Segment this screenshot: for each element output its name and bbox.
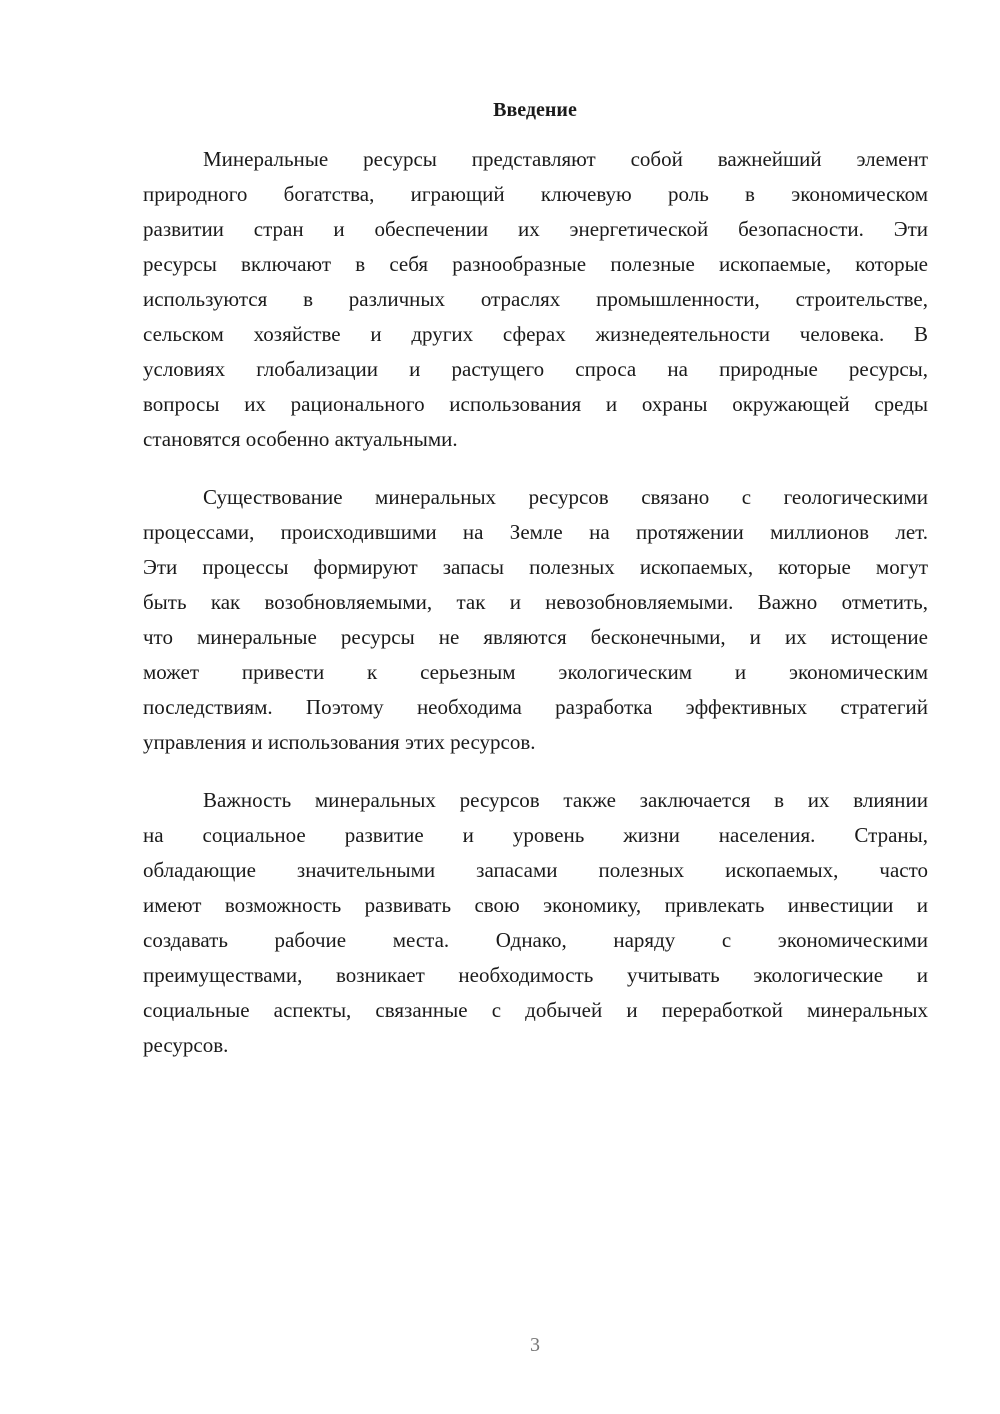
text-line: Эти процессы формируют запасы полезных ископаемых, которые могут	[143, 555, 928, 579]
text-line: условиях глобализации и растущего спроса на природные ресурсы,	[143, 357, 928, 381]
text-line: вопросы их рационального использования и охраны окружающей среды	[143, 392, 928, 416]
text-line: обладающие значительными запасами полезных ископаемых, часто	[143, 858, 928, 882]
text-line: на социальное развитие и уровень жизни населения. Страны,	[143, 823, 928, 847]
text-line: Минеральные ресурсы представляют собой важнейший элемент	[203, 147, 928, 171]
text-line: управления и использования этих ресурсов.	[143, 730, 536, 754]
paragraph-3	[143, 783, 928, 1063]
text-line: может привести к серьезным экологическим и экономическим	[143, 660, 928, 684]
paragraph-2	[143, 480, 928, 760]
text-line: ресурсы включают в себя разнообразные полезные ископаемые, которые	[143, 252, 928, 276]
page-title: Введение	[493, 99, 577, 121]
text-line: развитии стран и обеспечении их энергетической безопасности. Эти	[143, 217, 928, 241]
text-line: сельском хозяйстве и других сферах жизнедеятельности человека. В	[143, 322, 928, 346]
text-line: быть как возобновляемыми, так и невозобновляемыми. Важно отметить,	[143, 590, 928, 614]
text-line: последствиям. Поэтому необходима разработка эффективных стратегий	[143, 695, 928, 719]
text-line: преимуществами, возникает необходимость учитывать экологические и	[143, 963, 928, 987]
text-line: процессами, происходившими на Земле на протяжении миллионов лет.	[143, 520, 928, 544]
page-number: 3	[530, 1334, 540, 1356]
text-line: ресурсов.	[143, 1033, 229, 1057]
text-line: становятся особенно актуальными.	[143, 427, 458, 451]
text-line: создавать рабочие места. Однако, наряду с экономическими	[143, 928, 928, 952]
paragraph-1	[143, 142, 928, 457]
text-line: Существование минеральных ресурсов связано с геологическими	[203, 485, 928, 509]
text-line: что минеральные ресурсы не являются бесконечными, и их истощение	[143, 625, 928, 649]
text-line: имеют возможность развивать свою экономику, привлекать инвестиции и	[143, 893, 928, 917]
text-line: используются в различных отраслях промышленности, строительстве,	[143, 287, 928, 311]
text-line: социальные аспекты, связанные с добычей и переработкой минеральных	[143, 998, 928, 1022]
text-line: природного богатства, играющий ключевую роль в экономическом	[143, 182, 928, 206]
text-line: Важность минеральных ресурсов также заключается в их влиянии	[203, 788, 928, 812]
